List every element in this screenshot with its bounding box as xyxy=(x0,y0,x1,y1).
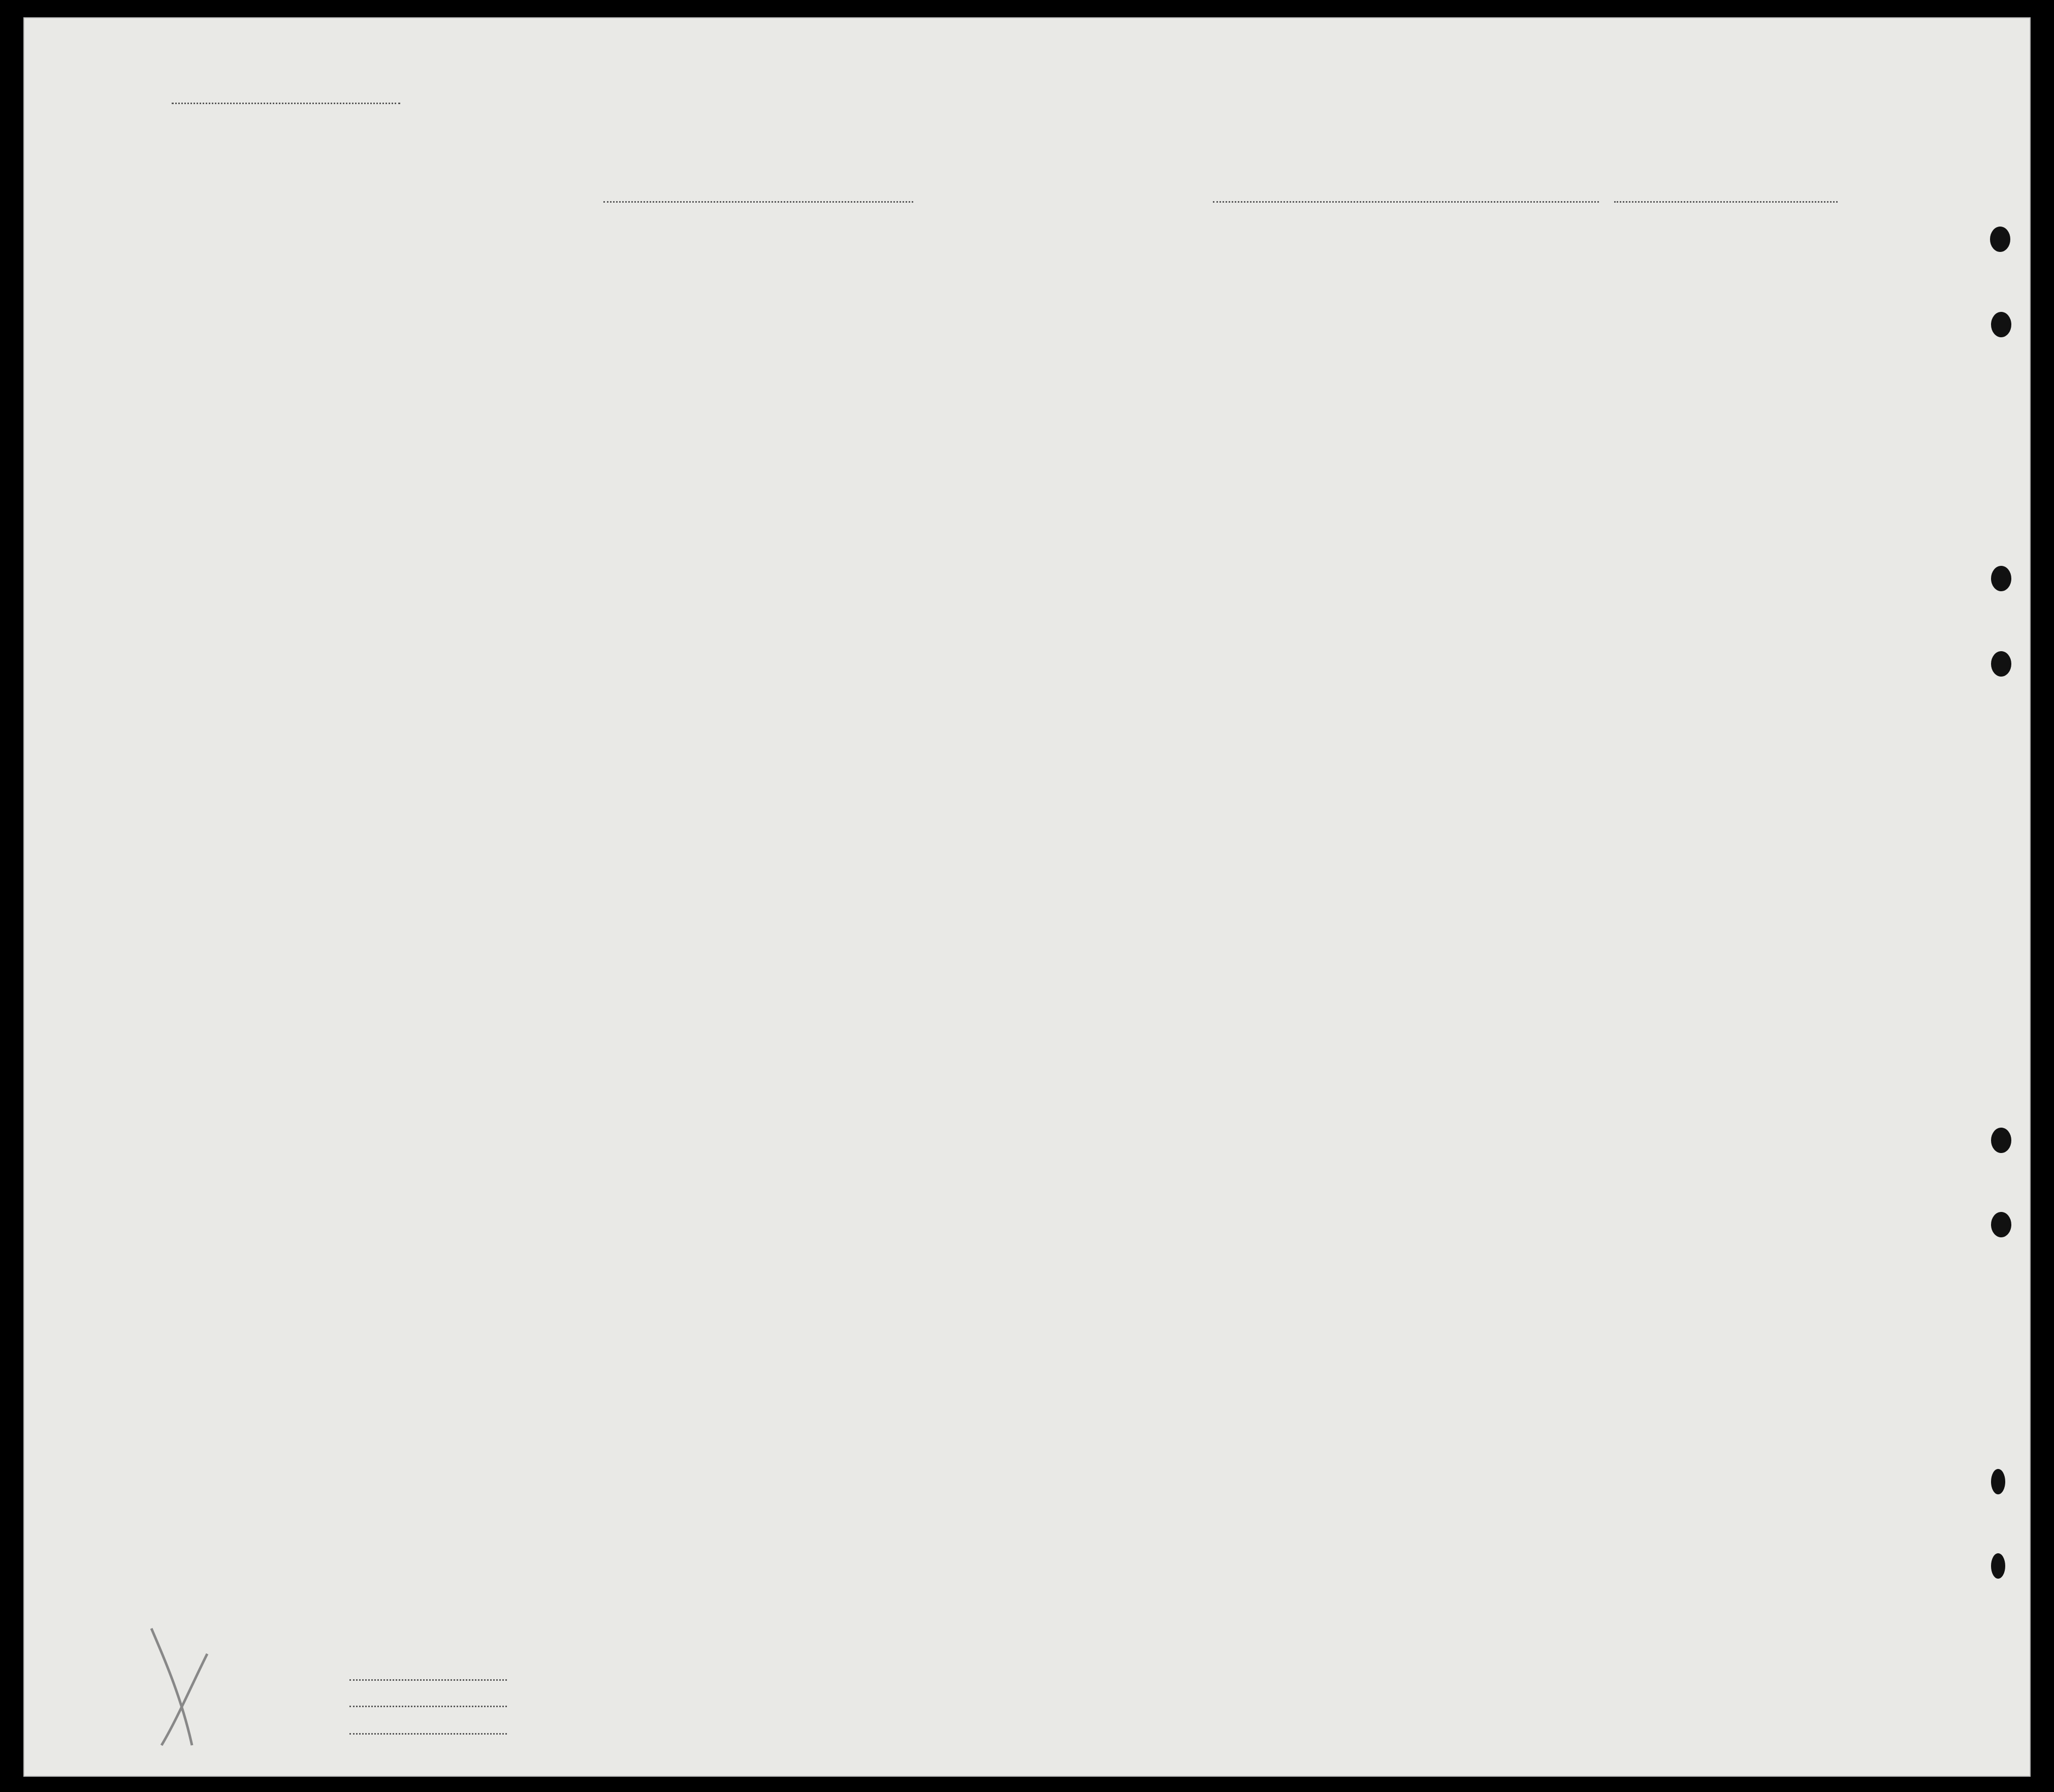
binder-hole xyxy=(1991,1128,2011,1153)
list-number-line xyxy=(172,103,400,104)
manifest-sheet xyxy=(23,17,2031,1777)
binder-hole xyxy=(1991,312,2011,337)
footer-total-line xyxy=(349,1679,507,1681)
table-grid xyxy=(24,18,2030,1776)
binder-hole xyxy=(1991,651,2011,677)
date-line xyxy=(1614,201,1838,203)
binder-hole xyxy=(1990,227,2010,252)
binder-hole xyxy=(1991,1553,2005,1579)
ship-name-line xyxy=(603,201,913,203)
footer-aliens-line xyxy=(349,1733,507,1735)
handwritten-x-mark xyxy=(136,1623,212,1750)
footer-citizens-line xyxy=(349,1706,507,1707)
binder-hole xyxy=(1991,1212,2011,1237)
port-line xyxy=(1213,201,1599,203)
binder-hole xyxy=(1991,566,2011,591)
binder-hole xyxy=(1991,1469,2005,1494)
